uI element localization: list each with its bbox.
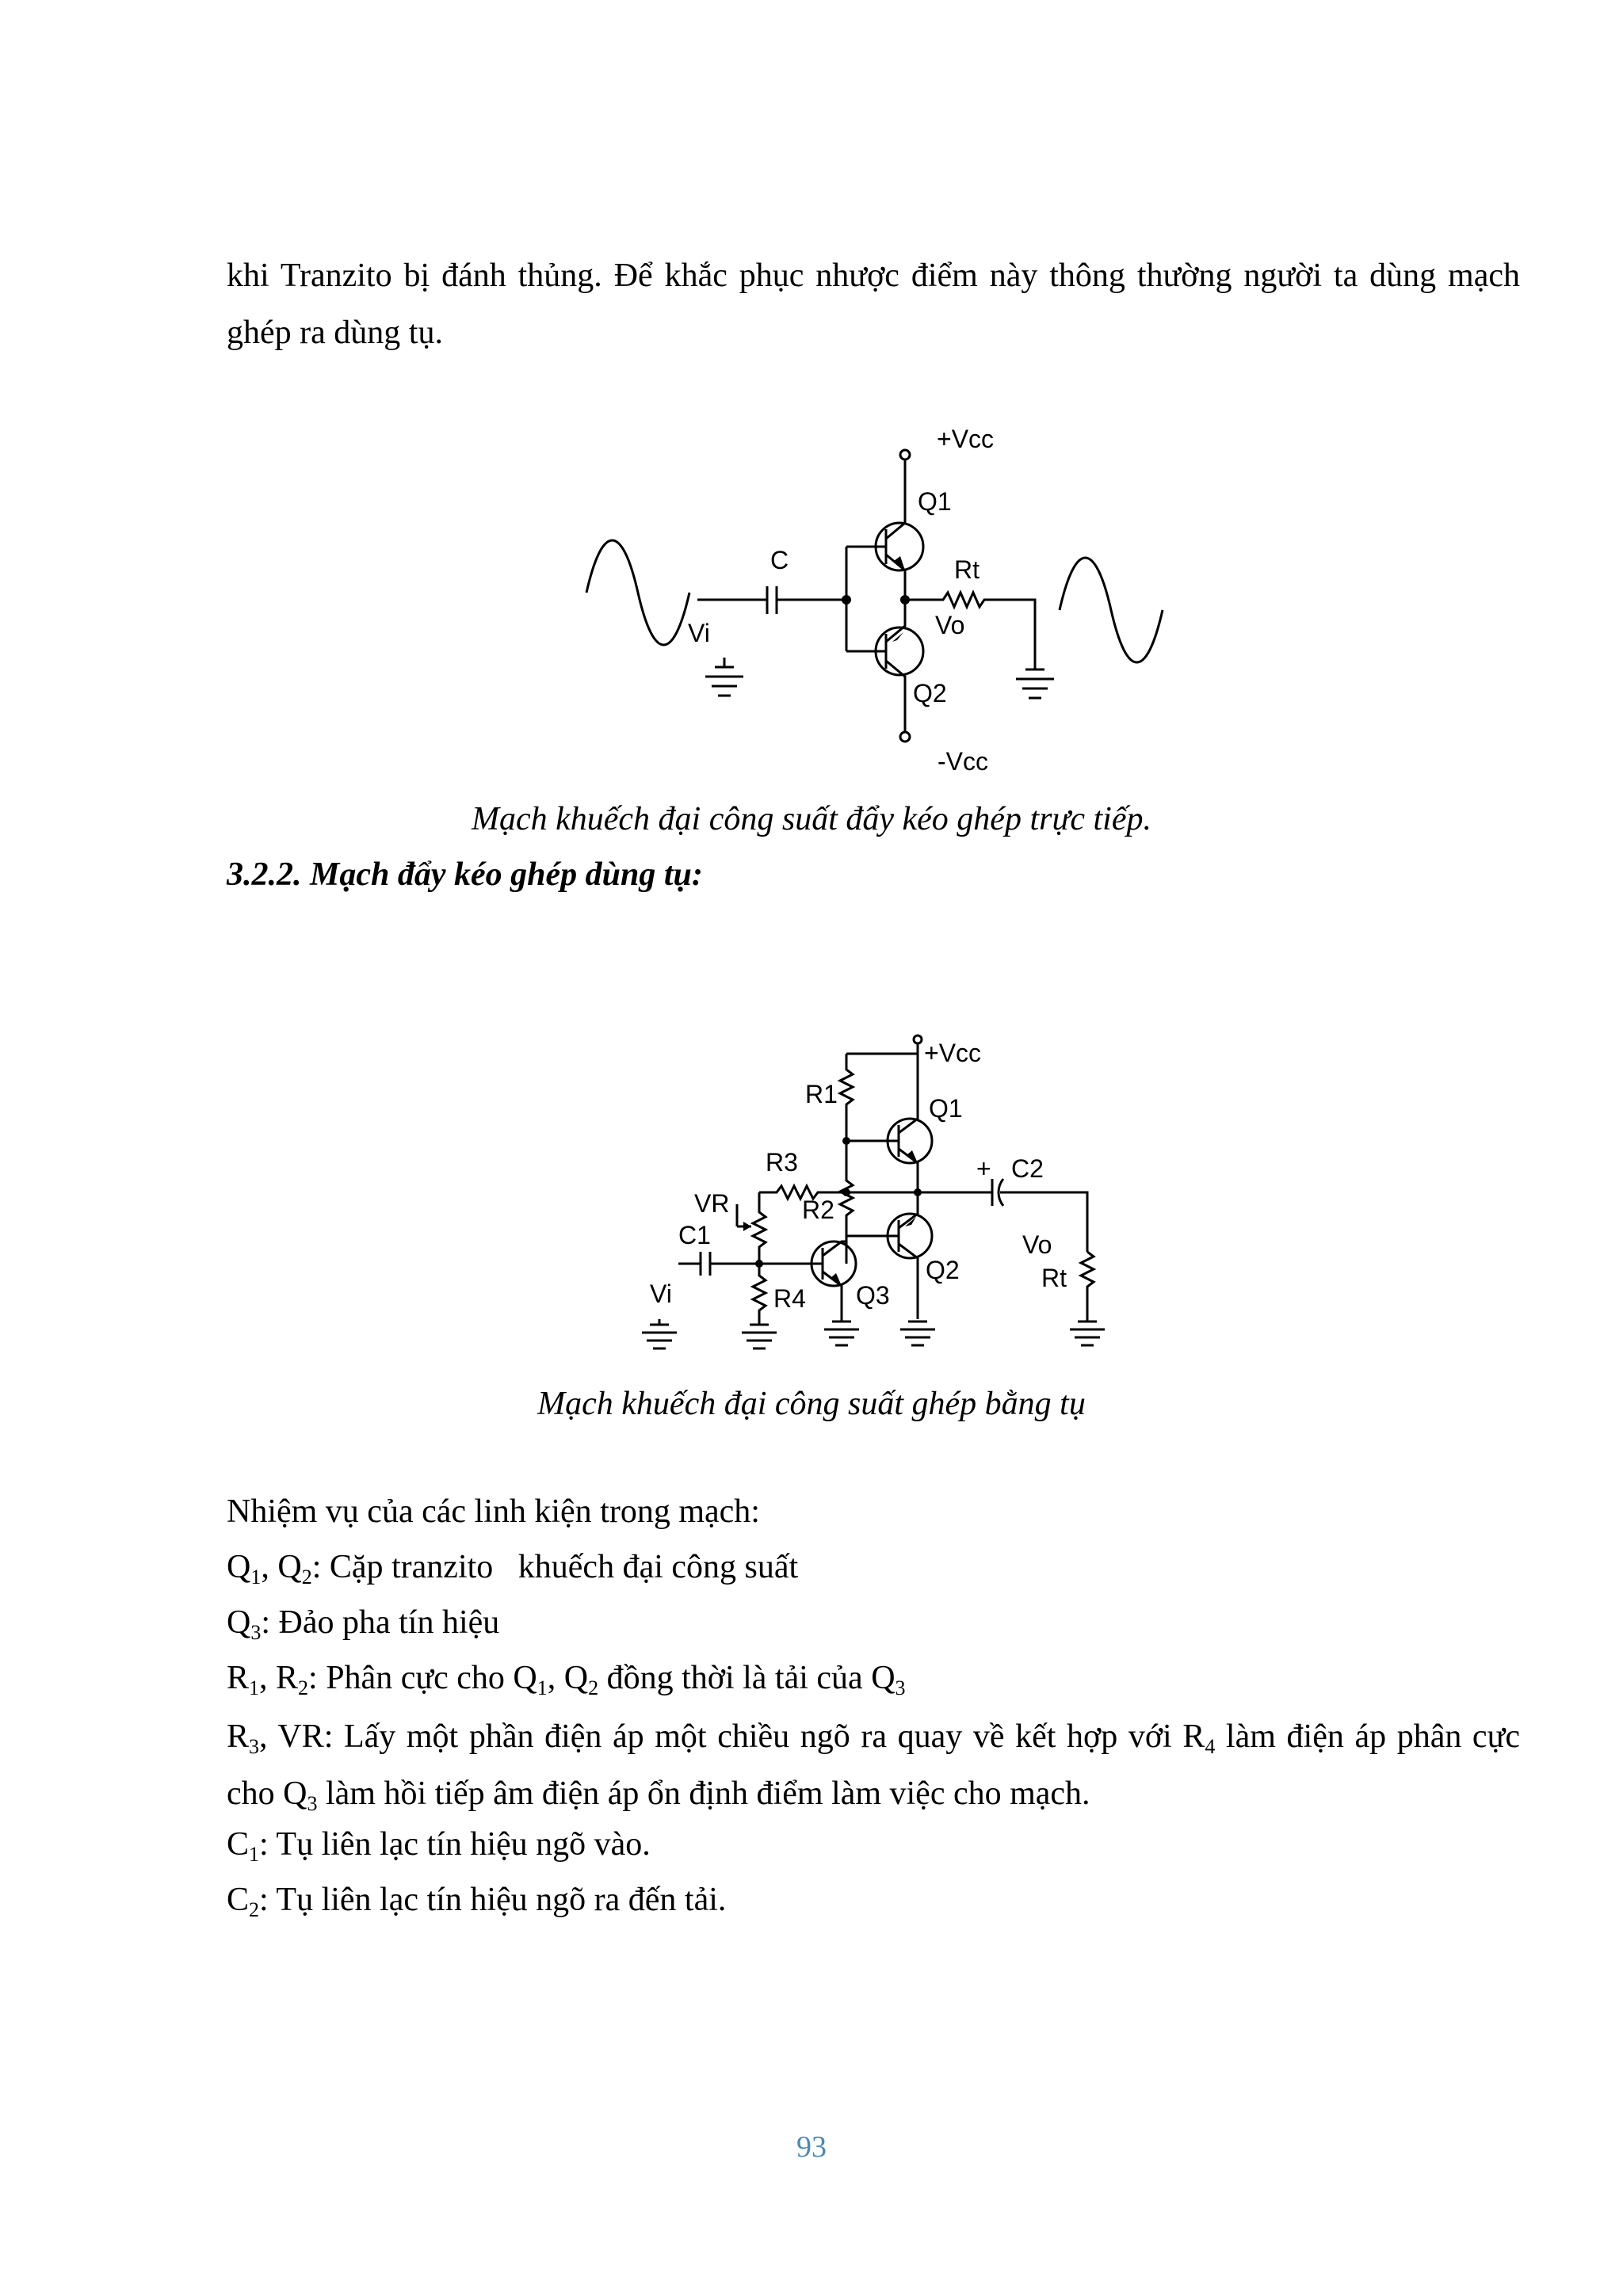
fig2-r1-label: R1 [805, 1080, 838, 1108]
base-bus-wire [846, 547, 880, 651]
fig1-vcc-neg-label: -Vcc [938, 747, 988, 776]
fig1-c-label: C [770, 546, 789, 574]
intro-paragraph: khi Tranzito bị đánh thủng. Để khắc phục nhược điểm này thông thường người ta dùng mạch ghép ra dùng tụ. [227, 257, 1520, 351]
fig2-c2-plus-label: + [976, 1154, 991, 1183]
vcc-pos-terminal [900, 450, 910, 460]
figure1-circuit-diagram [0, 420, 1623, 784]
fig2-rt-label: Rt [1041, 1264, 1067, 1292]
role-c1: $C_1$: Tụ liên lạc tín hiệu ngõ vào. [227, 1826, 651, 1866]
fig1-q2-label: Q2 [913, 679, 947, 707]
fig2-vo-label: Vo [1022, 1230, 1052, 1259]
roles-title: Nhiệm vụ của các linh kiện trong mạch: [227, 1493, 760, 1530]
q3-transistor [808, 1241, 856, 1322]
fig2-q3-label: Q3 [856, 1281, 890, 1310]
input-ground-symbol [705, 658, 743, 696]
role-c2: $C_2$: Tụ liên lạc tín hiệu ngõ ra đến tải. [227, 1882, 727, 1921]
role-q3: $Q_3$: Đảo pha tín hiệu [227, 1604, 500, 1644]
fig1-rt-label: Rt [954, 555, 980, 584]
section-heading: 3.2.2. Mạch đẩy kéo ghép dùng tụ: [227, 856, 703, 893]
vcc-neg-terminal [900, 732, 910, 742]
fig1-q1-label: Q1 [918, 487, 952, 516]
fig2-q1-transistor [846, 1113, 932, 1192]
fig2-vcc-rail [846, 1043, 918, 1113]
fig1-vcc-pos-label: +Vcc [937, 425, 995, 453]
vr-potentiometer [737, 1192, 766, 1264]
figure1-caption: Mạch khuếch đại công suất đẩy kéo ghép trực tiếp. [472, 801, 1151, 837]
r1-resistor [840, 1054, 853, 1141]
output-ground-symbol [1016, 669, 1054, 698]
input-sine-wave [586, 540, 689, 645]
page-number: 93 [796, 2130, 827, 2164]
rt-ground-symbol [1070, 1322, 1105, 1345]
fig1-vo-label: Vo [935, 611, 965, 639]
output-sine-wave [1060, 558, 1163, 662]
role-r1-r2: $R_1$, $R_2$: Phân cực cho $Q_1$, $Q_2$ đồng thời là tải của $Q_3$ [227, 1660, 906, 1699]
q2-ground-symbol [900, 1322, 935, 1345]
fig2-r4-label: R4 [773, 1284, 806, 1313]
vi-ground-symbol [642, 1319, 677, 1348]
fig2-r2-label: R2 [802, 1196, 834, 1224]
q1-transistor [876, 460, 923, 600]
coupling-capacitor [697, 586, 846, 614]
rt-resistor [905, 593, 1035, 669]
q2-transistor [876, 600, 923, 733]
c1-capacitor [678, 1252, 808, 1276]
fig2-q1-label: Q1 [929, 1094, 963, 1123]
fig2-r3-label: R3 [766, 1148, 798, 1177]
base-junction-dot [842, 595, 851, 605]
role-q1-q2: $Q_1$, $Q_2$: Cặp tranzito khuếch đại công suất [227, 1549, 799, 1589]
fig2-c1-label: C1 [678, 1221, 711, 1249]
role-r3-vr: $R_3$, VR: Lấy một phần điện áp một chiều ngõ ra quay về kết hợp với $R_4$ làm điện áp phân cực cho $Q_3$ làm hồi tiếp âm điện áp ổn định điểm làm việc cho mạch. [227, 1718, 1520, 1815]
fig2-rt-resistor [1081, 1252, 1094, 1322]
fig2-vcc-pos-label: +Vcc [924, 1039, 982, 1067]
fig2-vcc-terminal [914, 1035, 922, 1043]
r4-ground-symbol [742, 1325, 777, 1348]
fig1-vi-label: Vi [688, 619, 710, 647]
fig2-c2-label: C2 [1011, 1154, 1044, 1183]
q3-ground-symbol [824, 1322, 859, 1345]
r3-junction-dot [842, 1188, 850, 1196]
figure2-circuit-diagram [0, 1022, 1623, 1355]
figure2-caption: Mạch khuếch đại công suất ghép bằng tụ [537, 1386, 1086, 1422]
fig2-vi-label: Vi [650, 1280, 672, 1308]
fig2-q2-label: Q2 [926, 1256, 960, 1284]
fig2-vr-label: VR [694, 1189, 730, 1218]
r4-resistor [753, 1264, 766, 1325]
